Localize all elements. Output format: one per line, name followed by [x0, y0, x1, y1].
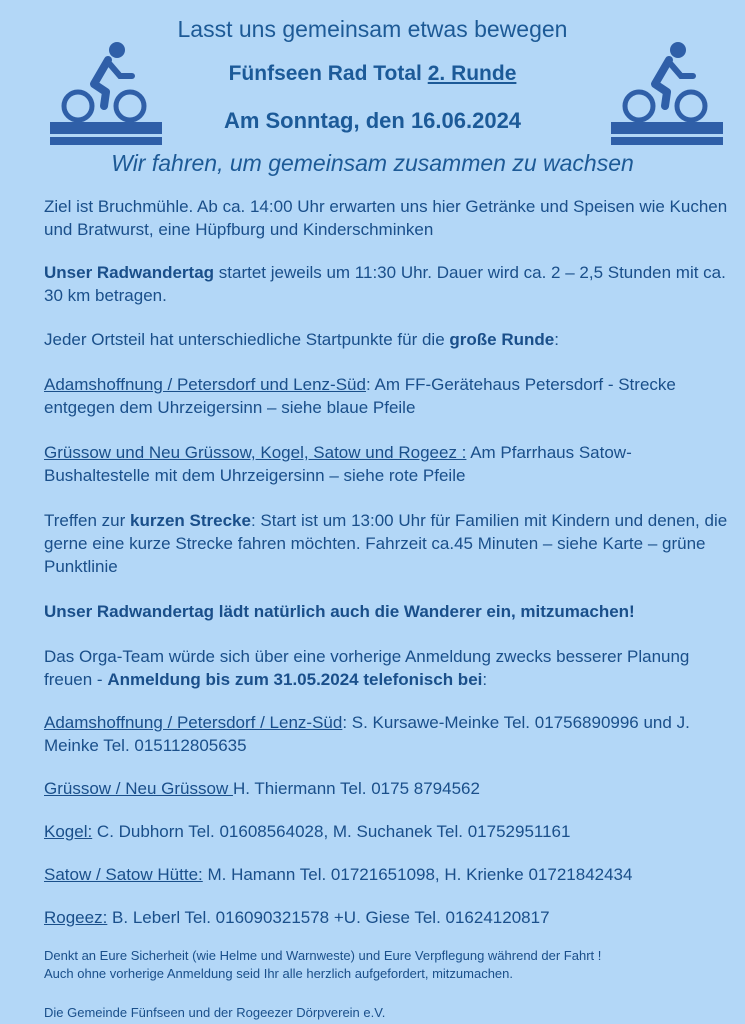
- event-title-text: Fünfseen Rad Total: [228, 62, 428, 85]
- hikers-invitation: Unser Radwandertag lädt natürlich auch die Wanderer ein, mitzumachen!: [44, 602, 635, 621]
- safety-note: Denkt an Eure Sicherheit (wie Helme und Warnweste) und Eure Verpflegung während der Fahrt !: [44, 948, 602, 963]
- route-blue-places: Adamshoffnung / Petersdorf und Lenz-Süd: [44, 375, 366, 394]
- contact-info: B. Leberl Tel. 016090321578 +U. Giese Tel. 01624120817: [107, 908, 550, 927]
- contact-entry: [44, 906, 734, 929]
- contact-info: C. Dubhorn Tel. 01608564028, M. Suchanek Tel. 01752951161: [92, 822, 571, 841]
- contact-entry: [44, 863, 734, 886]
- short-route-text: : Start ist um 13:00 Uhr für Familien mit Kindern und denen, die gerne eine kurze Strecke fahren möchten. Fahrzeit ca.45 Minuten – siehe Karte – grüne Punktlinie: [44, 511, 728, 576]
- registration-deadline: Anmeldung bis zum 31.05.2024 telefonisch bei: [107, 670, 483, 689]
- start-time-paragraph: [44, 261, 734, 307]
- destination-paragraph: Ziel ist Bruchmühle. Ab ca. 14:00 Uhr erwarten uns hier Getränke und Speisen wie Kuchen und Bratwurst, eine Hüpfburg und Kinderschminken: [44, 197, 728, 239]
- bicycle-rider-icon: [50, 40, 164, 145]
- start-time-bold: Unser Radwandertag: [44, 263, 215, 282]
- contact-place: Grüssow / Neu Grüssow: [44, 779, 233, 798]
- start-points-intro: [44, 328, 734, 351]
- start-points-text: Jeder Ortsteil hat unterschiedliche Startpunkte für die: [44, 330, 450, 349]
- registration-colon: :: [482, 670, 488, 689]
- signature: Die Gemeinde Fünfseen und der Rogeezer Dörpverein e.V.: [44, 1005, 386, 1020]
- contact-place: Satow / Satow Hütte:: [44, 865, 203, 884]
- contact-place: Rogeez:: [44, 908, 108, 927]
- contact-info: : S. Kursawe-Meinke Tel. 01756890996 und J. Meinke Tel. 015112805635: [44, 713, 690, 755]
- contact-entry: [44, 777, 734, 800]
- flyer-body: [44, 195, 734, 1022]
- headline-tagline: Lasst uns gemeinsam etwas bewegen: [177, 16, 568, 42]
- short-route-bold: kurzen Strecke: [129, 511, 251, 530]
- event-date: Am Sonntag, den 16.06.2024: [223, 108, 522, 133]
- contact-place: Kogel:: [44, 822, 93, 841]
- event-round: 2. Runde: [427, 62, 517, 85]
- contact-entry: [44, 711, 734, 757]
- short-route-paragraph: [44, 509, 734, 578]
- event-motto: Wir fahren, um gemeinsam zusammen zu wachsen: [111, 150, 634, 176]
- route-red-paragraph: [44, 441, 734, 487]
- route-red-places: Grüssow und Neu Grüssow, Kogel, Satow und Rogeez :: [44, 443, 467, 462]
- route-red-text: Am Pfarrhaus Satow-Bushaltestelle mit dem Uhrzeigersinn – siehe rote Pfeile: [44, 443, 632, 485]
- route-blue-text: : Am FF-Gerätehaus Petersdorf - Strecke entgegen dem Uhrzeigersinn – siehe blaue Pfeile: [44, 375, 676, 417]
- contact-info: H. Thiermann Tel. 0175 8794562: [232, 779, 480, 798]
- short-route-pre: Treffen zur: [44, 511, 130, 530]
- bicycle-rider-icon: [611, 40, 725, 145]
- flyer-header: [0, 0, 745, 190]
- contact-info: M. Hamann Tel. 01721651098, H. Krienke 01721842434: [202, 865, 633, 884]
- route-blue-paragraph: [44, 373, 734, 419]
- start-time-text: startet jeweils um 11:30 Uhr. Dauer wird ca. 2 – 2,5 Stunden mit ca. 30 km betragen.: [44, 263, 726, 305]
- registration-paragraph: [44, 645, 734, 691]
- contact-place: Adamshoffnung / Petersdorf / Lenz-Süd: [44, 713, 343, 732]
- registration-text: Das Orga-Team würde sich über eine vorherige Anmeldung zwecks besserer Planung freuen -: [44, 647, 690, 689]
- start-points-colon: :: [554, 330, 559, 349]
- start-points-bold: große Runde: [449, 330, 555, 349]
- registration-note: Auch ohne vorherige Anmeldung seid Ihr alle herzlich aufgefordert, mitzumachen.: [44, 966, 513, 981]
- contact-entry: [44, 820, 734, 843]
